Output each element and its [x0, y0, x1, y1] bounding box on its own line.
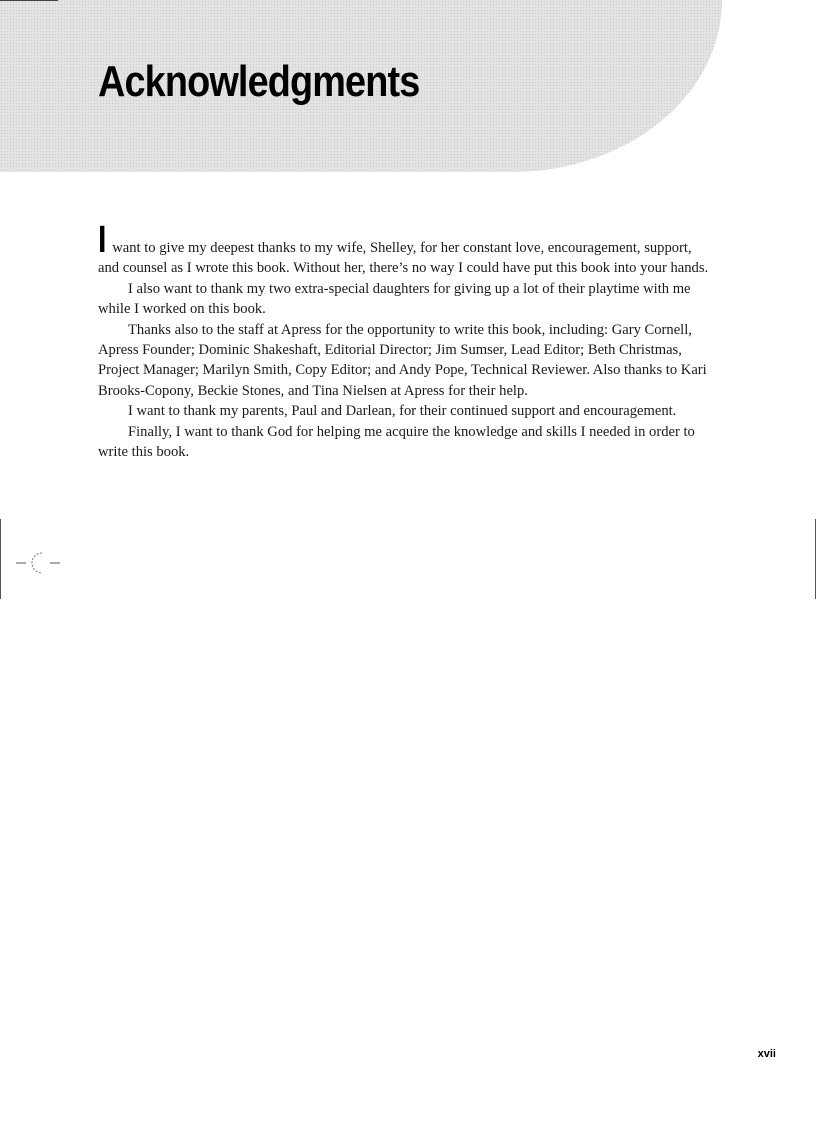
- paragraph-1-text: want to give my deepest thanks to my wife, Shelley, for her constant love, encouragement, support, and counsel as I wrote this book. Without her, there’s no way I could have put this book into your hands.: [98, 240, 709, 277]
- acknowledgments-body: [98, 219, 710, 462]
- paragraph-5: Finally, I want to thank God for helping me acquire the knowledge and skills I needed in order to write this book.: [98, 423, 695, 461]
- chapter-title: Acknowledgments: [98, 57, 420, 106]
- paragraph-2: I also want to thank my two extra-special daughters for giving up a lot of their playtime with me while I worked on this book.: [98, 280, 691, 318]
- paragraph-3: Thanks also to the staff at Apress for the opportunity to write this book, including: Gary Cornell, Apress Founder; Dominic Shakeshaft, Editorial Director; Jim Sumser, Lead Editor; Beth Christmas, Project Manager; Marilyn Smith, Copy Editor; and Andy Pope, Technical Reviewer. Also thanks to Kari Brooks-Copony, Beckie Stones, and Tina Nielsen at Apress for their help.: [98, 321, 707, 399]
- page-number: xvii: [757, 1048, 776, 1060]
- top-rule: [0, 0, 58, 1]
- drop-cap: I: [98, 219, 107, 261]
- registration-mark-icon: [16, 548, 62, 578]
- crop-mark-left: [0, 519, 1, 599]
- paragraph-4: I want to thank my parents, Paul and Darlean, for their continued support and encouragement.: [128, 403, 677, 420]
- paragraph-1: [98, 219, 710, 279]
